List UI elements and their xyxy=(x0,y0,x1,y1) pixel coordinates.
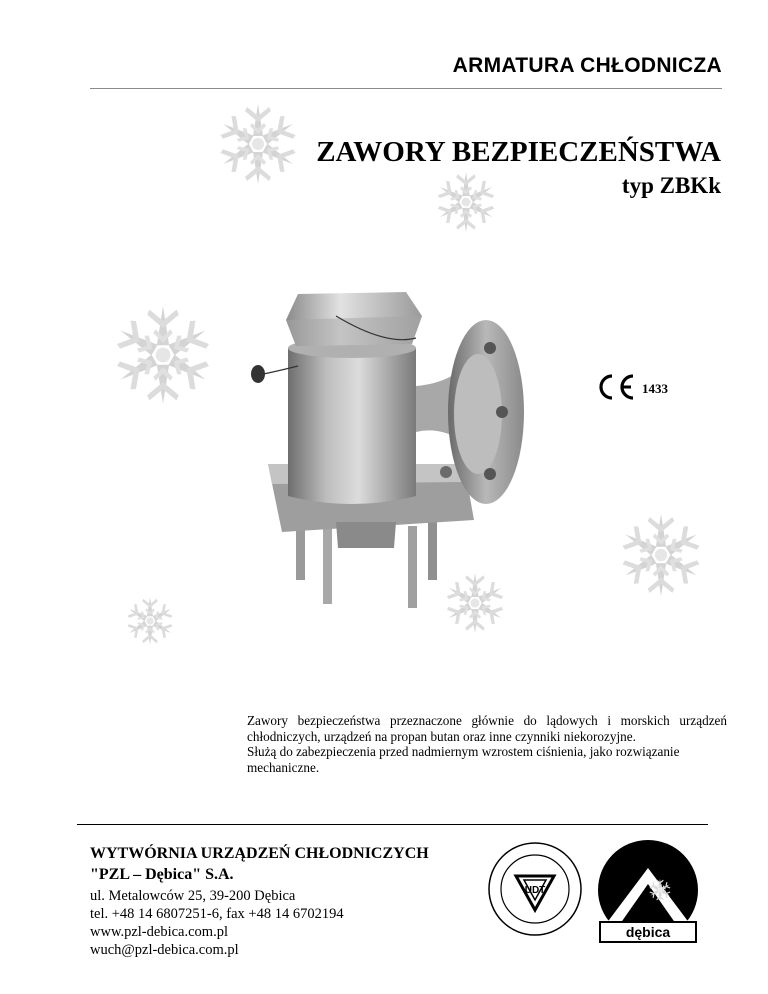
pzl-debica-logo xyxy=(596,838,700,944)
snowflake-icon xyxy=(114,306,212,404)
safety-valve-image xyxy=(226,286,546,616)
header-divider xyxy=(90,88,722,89)
description-paragraph: Zawory bezpieczeństwa przeznaczone głównie do lądowych i morskich urządzeń chłodniczych, urządzeń na propan butan oraz inne czynniki niekorozyjne. xyxy=(247,713,727,744)
udt-center-text: UDT xyxy=(524,885,546,896)
page-subtitle: typ ZBKk xyxy=(621,173,721,198)
ce-number: 1433 xyxy=(642,381,668,396)
snowflake-icon xyxy=(126,597,174,645)
section-title: ARMATURA CHŁODNICZA xyxy=(452,54,722,77)
brand-text: dębica xyxy=(625,924,671,940)
description-paragraph: Służą do zabezpieczenia przed nadmiernym wzrostem ciśnienia, jako rozwiązanie mechaniczne. xyxy=(247,744,680,775)
snowflake-icon xyxy=(218,104,298,184)
page-title: ZAWORY BEZPIECZEŃSTWA xyxy=(316,136,721,168)
company-subname: "PZL – Dębica" S.A. xyxy=(90,866,234,883)
company-phone-fax: tel. +48 14 6807251-6, fax +48 14 6702194 xyxy=(90,906,344,922)
ce-mark-icon xyxy=(593,372,637,402)
snowflake-icon xyxy=(620,514,702,596)
product-description xyxy=(247,713,727,775)
company-email[interactable]: wuch@pzl-debica.com.pl xyxy=(90,942,239,958)
udt-cert-logo xyxy=(486,840,584,938)
company-address: ul. Metalowców 25, 39-200 Dębica xyxy=(90,888,296,904)
company-name: WYTWÓRNIA URZĄDZEŃ CHŁODNICZYCH xyxy=(90,845,429,862)
snowflake-icon xyxy=(436,172,496,232)
company-website[interactable]: www.pzl-debica.com.pl xyxy=(90,924,228,940)
footer-divider xyxy=(77,824,708,825)
